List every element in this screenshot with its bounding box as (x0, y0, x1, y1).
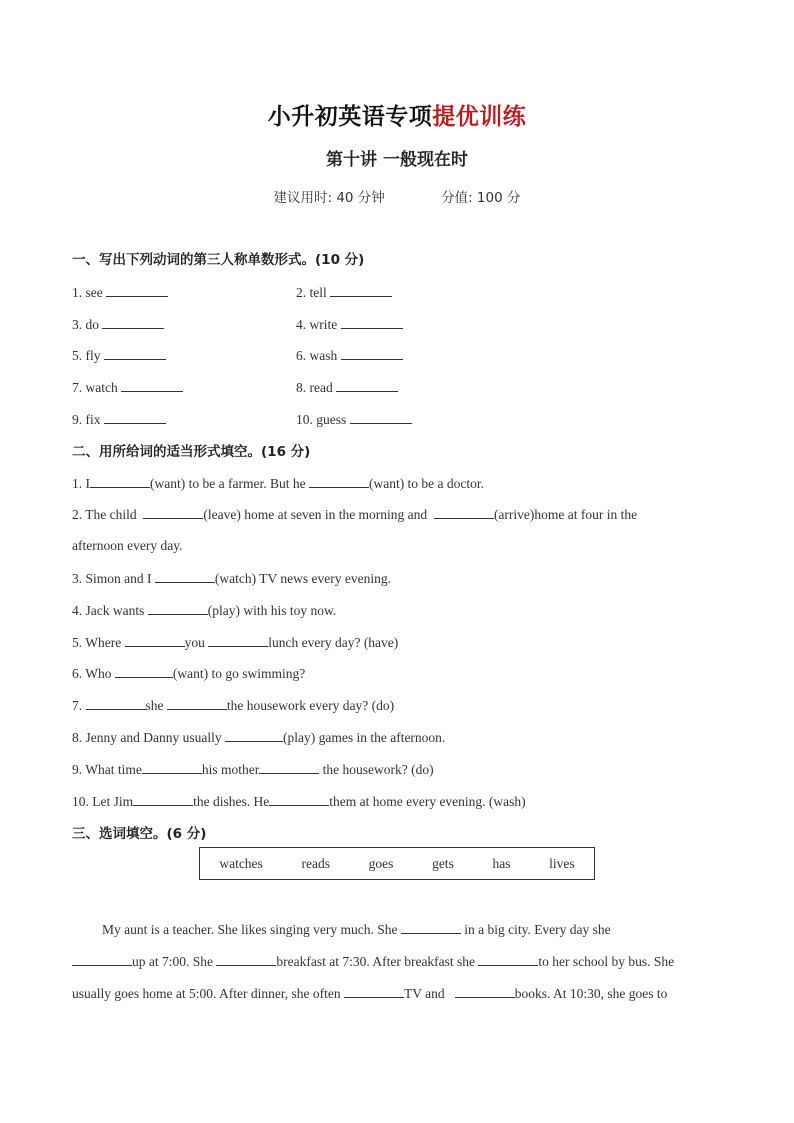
s2-question-3: 3. Simon and I (watch) TV news every evening. (72, 571, 391, 586)
s2-question-5: 5. Where you lunch every day? (have) (72, 635, 399, 650)
word-bank-item: reads (301, 855, 330, 871)
s2-question-6: 6. Who (want) to go swimming? (72, 666, 306, 681)
suggested-time: 建议用时: 40 分钟 (273, 190, 385, 206)
answer-blank[interactable] (121, 379, 183, 392)
answer-blank[interactable] (269, 793, 329, 806)
answer-blank[interactable] (455, 985, 515, 998)
answer-blank[interactable] (259, 761, 319, 774)
s1-item-1: 1. see (72, 284, 168, 301)
s1-item-4: 4. write (296, 316, 403, 333)
title-main: 小升初英语专项 (267, 104, 433, 130)
s2-question-8: 8. Jenny and Danny usually (play) games in the afternoon. (72, 730, 446, 745)
total-score: 分值: 100 分 (441, 190, 521, 206)
answer-blank[interactable] (225, 729, 283, 742)
word-bank (199, 847, 595, 880)
answer-blank[interactable] (401, 921, 461, 934)
answer-blank[interactable] (434, 506, 494, 519)
s1-item-8: 8. read (296, 379, 398, 396)
answer-blank[interactable] (344, 985, 404, 998)
s2-question-1: 1. I (want) to be a farmer. But he (want) to be a doctor. (72, 476, 485, 491)
word-bank-item: gets (432, 855, 454, 871)
answer-blank[interactable] (155, 570, 215, 583)
s1-item-5: 5. fly (72, 347, 166, 364)
s2-question-7: 7. she the housework every day? (do) (72, 698, 395, 713)
s2-question-4: 4. Jack wants (play) with his toy now. (72, 603, 337, 618)
answer-blank[interactable] (350, 411, 412, 424)
answer-blank[interactable] (86, 697, 146, 710)
s2-question-2: 2. The child (leave) home at seven in the morning and (arrive)home at four in the (72, 507, 638, 522)
answer-blank[interactable] (309, 475, 369, 488)
s1-item-6: 6. wash (296, 347, 403, 364)
s1-item-10: 10. guess (296, 411, 412, 428)
answer-blank[interactable] (336, 379, 398, 392)
word-bank-item: lives (549, 855, 575, 871)
answer-blank[interactable] (148, 602, 208, 615)
title-highlight: 提优训练 (432, 104, 527, 130)
answer-blank[interactable] (72, 953, 132, 966)
s1-item-7: 7. watch (72, 379, 183, 396)
answer-blank[interactable] (104, 347, 166, 360)
passage-line-2: up at 7:00. She breakfast at 7:30. After breakfast she to her school by bus. She (72, 953, 674, 970)
lecture-title: 第十讲 一般现在时 (326, 150, 468, 170)
answer-blank[interactable] (143, 506, 203, 519)
word-bank-item: watches (219, 855, 263, 871)
passage-line-1: My aunt is a teacher. She likes singing very much. She in a big city. Every day she (102, 922, 611, 937)
answer-blank[interactable] (90, 475, 150, 488)
s1-item-9: 9. fix (72, 411, 166, 428)
section3-heading: 三、选词填空。(6 分) (72, 826, 207, 842)
answer-blank[interactable] (115, 665, 173, 678)
word-bank-item: has (492, 855, 511, 871)
s2-question-10: 10. Let Jim the dishes. He them at home every evening. (wash) (72, 794, 526, 809)
page-title (0, 98, 794, 131)
s2-question-2-cont: afternoon every day. (72, 538, 183, 553)
answer-blank[interactable] (102, 316, 164, 329)
s1-item-2: 2. tell (296, 284, 392, 301)
answer-blank[interactable] (216, 953, 276, 966)
answer-blank[interactable] (133, 793, 193, 806)
s2-question-9: 9. What time his mother the housework? (do) (72, 762, 434, 777)
word-bank-item: goes (368, 855, 394, 871)
answer-blank[interactable] (104, 411, 166, 424)
answer-blank[interactable] (125, 634, 185, 647)
answer-blank[interactable] (208, 634, 268, 647)
section1-heading: 一、写出下列动词的第三人称单数形式。(10 分) (72, 252, 365, 268)
section2-heading: 二、用所给词的适当形式填空。(16 分) (72, 444, 311, 460)
answer-blank[interactable] (330, 284, 392, 297)
answer-blank[interactable] (167, 697, 227, 710)
answer-blank[interactable] (142, 761, 202, 774)
s1-item-3: 3. do (72, 316, 164, 333)
answer-blank[interactable] (478, 953, 538, 966)
answer-blank[interactable] (106, 284, 168, 297)
exam-meta (0, 186, 794, 206)
answer-blank[interactable] (341, 347, 403, 360)
passage-line-3: usually goes home at 5:00. After dinner, she often TV and books. At 10:30, she goes to (72, 986, 668, 1001)
answer-blank[interactable] (341, 316, 403, 329)
